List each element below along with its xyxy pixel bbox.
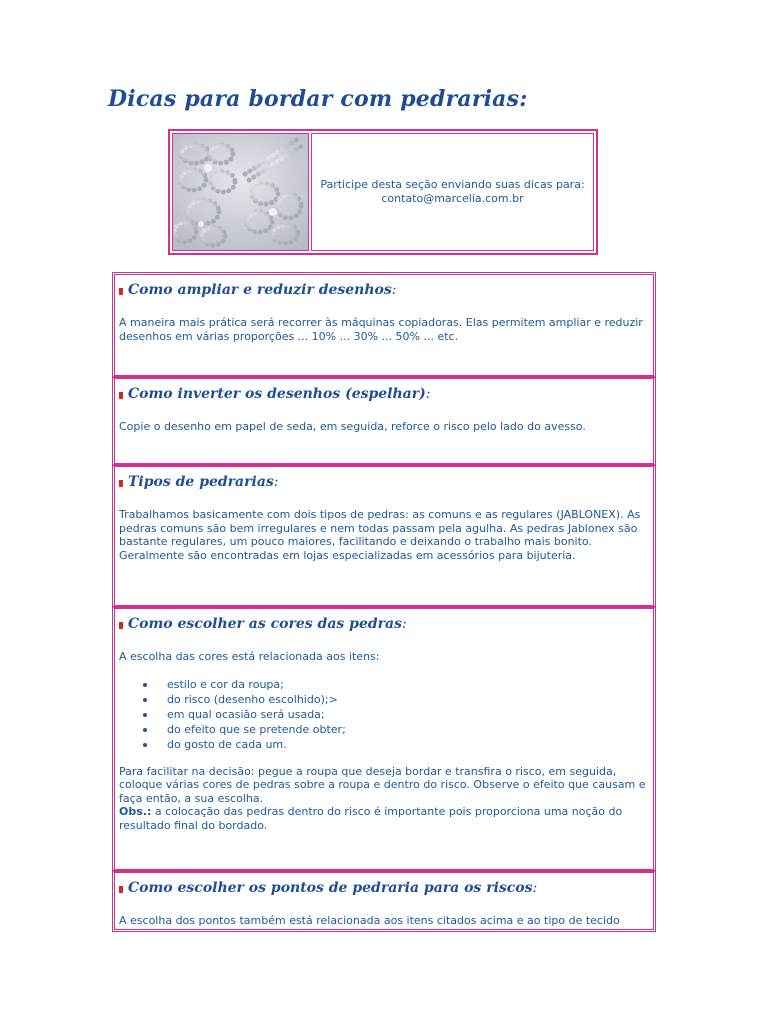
square-bullet-icon [119, 288, 123, 295]
square-bullet-icon [119, 622, 123, 629]
section-title-text: Tipos de pedrarias [128, 474, 274, 490]
page-title: Dicas para bordar com pedrarias: [108, 86, 528, 112]
section-title: Como escolher as cores das pedras : [119, 616, 649, 632]
section-inverter-desenhos [114, 378, 654, 464]
intro-message: Participe desta seção enviando suas dicas para: [320, 178, 585, 191]
square-bullet-icon [119, 886, 123, 893]
section-escolher-cores [114, 608, 654, 870]
section-title: Como escolher os pontos de pedraria para os riscos : [119, 880, 649, 896]
section-pontos-pedraria [114, 872, 654, 930]
section-tipos-pedrarias [114, 466, 654, 606]
section-paragraph: Copie o desenho em papel de seda, em seguida, reforce o risco pelo lado do avesso. [119, 420, 586, 433]
section-paragraph: Trabalhamos basicamente com dois tipos de pedras: as comuns e as regulares (JABLONEX). As pedras comuns são bem irregulares e nem todas passam pela agulha. As pedras Jablonex são bastante regulares, um pouco maiores, facilitando e deixando o trabalho mais bonito. Geralmente são encontradas em lojas especializadas em acessórios para bijuteria. [119, 508, 641, 562]
intro-box [168, 129, 598, 255]
section-intro: A escolha das cores está relacionada aos itens: [119, 650, 380, 663]
obs-text: a colocação das pedras dentro do risco é importante pois proporciona uma noção do resultado final do bordado. [119, 805, 623, 832]
section-paragraph: Para facilitar na decisão: pegue a roupa que deseja bordar e transfira o risco, em seguida, coloque várias cores de pedras sobre a roupa e dentro do risco. Observe o efeito que causam e faça então, a sua escolha. Obs.: a colocação das pedras dentro do risco é importante pois proporciona uma noção do resultado final do bordado. [119, 764, 646, 832]
section-title-text: Como escolher os pontos de pedraria para os riscos [128, 880, 533, 896]
section-paragraph: A maneira mais prática será recorrer às máquinas copiadoras. Elas permitem ampliar e reduzir desenhos em várias proporções ... 10% ... 30% ... 50% ... etc. [119, 316, 643, 343]
square-bullet-icon [119, 480, 123, 487]
section-title: Como ampliar e reduzir desenhos : [119, 282, 649, 298]
embroidery-illustration [173, 134, 308, 250]
list-item: do gosto de cada um. [143, 737, 649, 752]
intro-text [311, 133, 594, 251]
section-title-text: Como escolher as cores das pedras [128, 616, 402, 632]
list-item: em qual ocasião será usada; [143, 707, 649, 722]
section-title: Tipos de pedrarias : [119, 474, 649, 490]
list-item: do risco (desenho escolhido);> [143, 692, 649, 707]
square-bullet-icon [119, 392, 123, 399]
section-title-text: Como ampliar e reduzir desenhos [128, 282, 392, 298]
section-ampliar-reduzir [114, 274, 654, 376]
list-item: do efeito que se pretende obter; [143, 722, 649, 737]
section-paragraph: A escolha dos pontos também está relacionada aos itens citados acima e ao tipo de tecido [119, 914, 620, 927]
section-title-text: Como inverter os desenhos (espelhar) [128, 386, 426, 402]
list-item: estilo e cor da roupa; [143, 677, 649, 692]
contact-email[interactable]: contato@marcelia.com.br [381, 192, 524, 205]
section-title: Como inverter os desenhos (espelhar) : [119, 386, 649, 402]
criteria-list [119, 677, 649, 752]
obs-label: Obs.: [119, 805, 152, 818]
beaded-embroidery-photo [172, 133, 309, 251]
